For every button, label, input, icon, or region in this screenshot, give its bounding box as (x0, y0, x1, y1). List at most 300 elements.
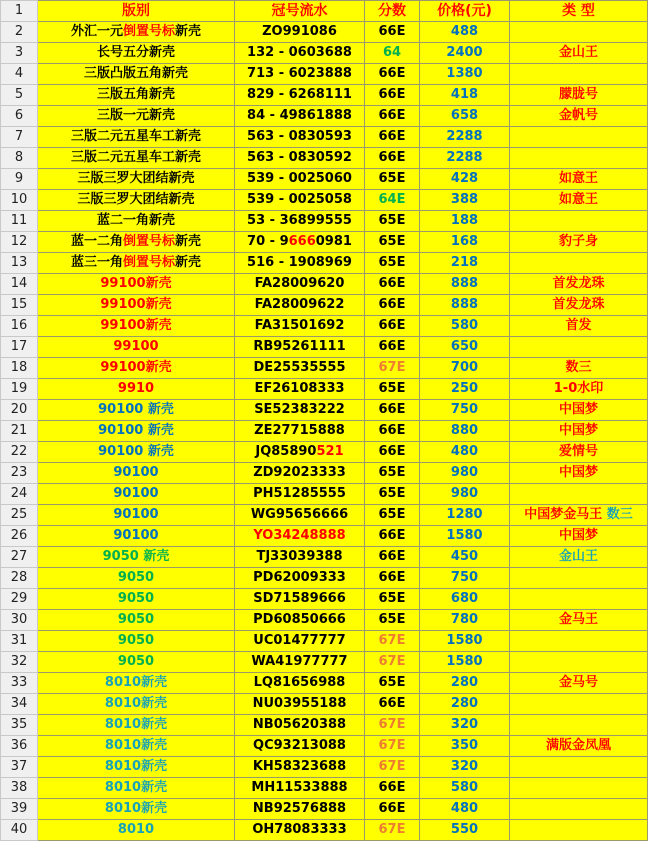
price-cell[interactable] (420, 526, 510, 547)
version-cell[interactable] (38, 43, 235, 64)
price-cell-text: 280 (450, 696, 479, 711)
version-cell[interactable] (38, 673, 235, 694)
price-cell[interactable] (420, 694, 510, 715)
price-cell-text: 980 (450, 465, 479, 480)
price-cell-text: 980 (450, 486, 479, 501)
serial-cell-text: QC93213088 (253, 738, 346, 753)
serial-cell[interactable] (235, 526, 365, 547)
price-cell[interactable] (420, 715, 510, 736)
version-cell-text: 90100 新壳 (98, 402, 174, 417)
price-cell[interactable] (420, 778, 510, 799)
row-number[interactable]: 22 (1, 442, 38, 463)
type-cell[interactable] (510, 316, 648, 337)
score-cell-text: 66E (378, 297, 406, 312)
price-cell[interactable] (420, 22, 510, 43)
type-cell[interactable] (510, 232, 648, 253)
version-cell[interactable] (38, 589, 235, 610)
score-cell[interactable] (365, 715, 420, 736)
version-cell[interactable] (38, 274, 235, 295)
row-number[interactable]: 21 (1, 421, 38, 442)
score-cell[interactable] (365, 778, 420, 799)
score-cell[interactable] (365, 442, 420, 463)
header-score[interactable]: 分数 (365, 1, 420, 22)
serial-cell-text: EF26108333 (254, 381, 345, 396)
table-row (1, 694, 648, 715)
price-cell[interactable] (420, 547, 510, 568)
type-cell[interactable] (510, 505, 648, 526)
score-cell[interactable] (365, 274, 420, 295)
type-cell[interactable] (510, 484, 648, 505)
price-cell[interactable] (420, 85, 510, 106)
type-cell[interactable] (510, 295, 648, 316)
type-cell[interactable] (510, 106, 648, 127)
type-cell[interactable] (510, 631, 648, 652)
row-number[interactable]: 32 (1, 652, 38, 673)
score-cell[interactable] (365, 190, 420, 211)
type-cell[interactable] (510, 652, 648, 673)
serial-cell[interactable] (235, 316, 365, 337)
serial-cell[interactable] (235, 631, 365, 652)
score-cell[interactable] (365, 820, 420, 841)
score-cell-text: 65E (378, 381, 406, 396)
serial-cell[interactable] (235, 169, 365, 190)
type-cell[interactable] (510, 127, 648, 148)
score-cell-text: 66E (378, 129, 406, 144)
version-cell[interactable] (38, 757, 235, 778)
score-cell[interactable] (365, 463, 420, 484)
version-cell[interactable] (38, 505, 235, 526)
price-cell[interactable] (420, 232, 510, 253)
price-cell[interactable] (420, 400, 510, 421)
version-cell[interactable] (38, 715, 235, 736)
serial-cell[interactable] (235, 757, 365, 778)
serial-cell[interactable] (235, 127, 365, 148)
serial-cell[interactable] (235, 232, 365, 253)
score-cell[interactable] (365, 736, 420, 757)
price-cell-text: 1280 (446, 507, 483, 522)
type-cell-text: 如意王 (558, 192, 598, 207)
version-cell-text: 蓝三一角 (70, 255, 123, 270)
score-cell[interactable] (365, 169, 420, 190)
row-number[interactable]: 18 (1, 358, 38, 379)
type-cell[interactable] (510, 421, 648, 442)
version-cell[interactable] (38, 463, 235, 484)
table-row (1, 379, 648, 400)
row-number[interactable]: 34 (1, 694, 38, 715)
price-cell[interactable] (420, 379, 510, 400)
price-cell[interactable] (420, 568, 510, 589)
row-number[interactable]: 35 (1, 715, 38, 736)
table-row (1, 526, 648, 547)
version-cell[interactable] (38, 64, 235, 85)
row-number[interactable]: 1 (1, 1, 38, 22)
price-cell[interactable] (420, 652, 510, 673)
type-cell[interactable] (510, 148, 648, 169)
serial-cell[interactable] (235, 274, 365, 295)
type-cell-text: 满版金凤凰 (545, 738, 611, 753)
version-cell[interactable] (38, 631, 235, 652)
row-number[interactable]: 20 (1, 400, 38, 421)
score-cell-text: 65E (378, 234, 406, 249)
type-cell[interactable] (510, 673, 648, 694)
price-cell[interactable] (420, 484, 510, 505)
price-cell[interactable] (420, 757, 510, 778)
serial-cell[interactable] (235, 820, 365, 841)
row-number[interactable]: 5 (1, 85, 38, 106)
version-cell[interactable] (38, 358, 235, 379)
score-cell-text: 66E (378, 24, 406, 39)
score-cell-text: 66E (378, 696, 406, 711)
serial-cell[interactable] (235, 295, 365, 316)
price-cell-text: 280 (450, 675, 479, 690)
type-cell[interactable] (510, 778, 648, 799)
score-cell[interactable] (365, 694, 420, 715)
score-cell[interactable] (365, 652, 420, 673)
row-number[interactable]: 13 (1, 253, 38, 274)
row-number[interactable]: 15 (1, 295, 38, 316)
version-cell[interactable] (38, 799, 235, 820)
version-cell[interactable] (38, 85, 235, 106)
row-number[interactable]: 2 (1, 22, 38, 43)
score-cell[interactable] (365, 421, 420, 442)
price-cell[interactable] (420, 673, 510, 694)
type-cell[interactable] (510, 337, 648, 358)
price-cell[interactable] (420, 253, 510, 274)
price-cell[interactable] (420, 421, 510, 442)
score-cell[interactable] (365, 547, 420, 568)
score-cell[interactable] (365, 610, 420, 631)
serial-cell-text: JQ85890 (255, 444, 317, 459)
row-number[interactable]: 40 (1, 820, 38, 841)
price-cell[interactable] (420, 505, 510, 526)
row-number[interactable]: 24 (1, 484, 38, 505)
serial-cell[interactable] (235, 589, 365, 610)
row-number[interactable]: 9 (1, 169, 38, 190)
serial-cell[interactable] (235, 421, 365, 442)
price-cell[interactable] (420, 589, 510, 610)
row-number[interactable]: 39 (1, 799, 38, 820)
row-number[interactable]: 7 (1, 127, 38, 148)
price-cell-text: 550 (450, 822, 479, 837)
version-cell[interactable] (38, 295, 235, 316)
type-cell[interactable] (510, 64, 648, 85)
table-row (1, 337, 648, 358)
row-number[interactable]: 26 (1, 526, 38, 547)
serial-cell[interactable] (235, 547, 365, 568)
type-cell[interactable] (510, 358, 648, 379)
price-cell[interactable] (420, 127, 510, 148)
type-cell[interactable] (510, 589, 648, 610)
score-cell[interactable] (365, 127, 420, 148)
row-number[interactable]: 19 (1, 379, 38, 400)
serial-cell[interactable] (235, 106, 365, 127)
version-cell[interactable] (38, 106, 235, 127)
table-row (1, 232, 648, 253)
score-cell[interactable] (365, 400, 420, 421)
type-cell[interactable] (510, 568, 648, 589)
score-cell[interactable] (365, 295, 420, 316)
version-cell[interactable] (38, 337, 235, 358)
type-cell[interactable] (510, 400, 648, 421)
table-row (1, 211, 648, 232)
price-cell[interactable] (420, 736, 510, 757)
serial-cell[interactable] (235, 463, 365, 484)
score-cell[interactable] (365, 232, 420, 253)
score-cell-text: 66E (378, 423, 406, 438)
price-cell[interactable] (420, 337, 510, 358)
serial-cell[interactable] (235, 337, 365, 358)
row-number[interactable]: 10 (1, 190, 38, 211)
score-cell-text: 66E (378, 549, 406, 564)
header-price[interactable]: 价格(元) (420, 1, 510, 22)
table-row (1, 22, 648, 43)
price-cell[interactable] (420, 295, 510, 316)
version-cell[interactable] (38, 190, 235, 211)
row-number[interactable]: 14 (1, 274, 38, 295)
price-cell-text: 480 (450, 444, 479, 459)
version-cell[interactable] (38, 22, 235, 43)
type-cell[interactable] (510, 610, 648, 631)
score-cell[interactable] (365, 148, 420, 169)
serial-cell[interactable] (235, 715, 365, 736)
serial-cell[interactable] (235, 43, 365, 64)
type-cell[interactable] (510, 799, 648, 820)
version-cell[interactable] (38, 778, 235, 799)
price-cell[interactable] (420, 442, 510, 463)
score-cell[interactable] (365, 505, 420, 526)
score-cell[interactable] (365, 316, 420, 337)
price-cell[interactable] (420, 106, 510, 127)
version-cell[interactable] (38, 694, 235, 715)
version-cell[interactable] (38, 400, 235, 421)
header-version[interactable]: 版别 (38, 1, 235, 22)
version-cell-text: 90100 新壳 (98, 423, 174, 438)
score-cell[interactable] (365, 799, 420, 820)
type-cell[interactable] (510, 85, 648, 106)
serial-cell[interactable] (235, 379, 365, 400)
version-cell[interactable] (38, 211, 235, 232)
serial-cell[interactable] (235, 190, 365, 211)
serial-cell[interactable] (235, 652, 365, 673)
price-cell[interactable] (420, 820, 510, 841)
score-cell-text: 66E (378, 318, 406, 333)
row-number[interactable]: 12 (1, 232, 38, 253)
score-cell[interactable] (365, 526, 420, 547)
row-number[interactable]: 6 (1, 106, 38, 127)
version-cell[interactable] (38, 568, 235, 589)
score-cell[interactable] (365, 22, 420, 43)
serial-cell[interactable] (235, 505, 365, 526)
version-cell[interactable] (38, 316, 235, 337)
row-number[interactable]: 4 (1, 64, 38, 85)
row-number[interactable]: 11 (1, 211, 38, 232)
price-cell[interactable] (420, 43, 510, 64)
price-cell-text: 2288 (446, 129, 483, 144)
version-cell[interactable] (38, 547, 235, 568)
type-cell[interactable] (510, 253, 648, 274)
score-cell[interactable] (365, 589, 420, 610)
row-number[interactable]: 27 (1, 547, 38, 568)
type-cell[interactable] (510, 211, 648, 232)
version-cell[interactable] (38, 736, 235, 757)
serial-cell[interactable] (235, 673, 365, 694)
price-cell-text: 1580 (446, 654, 483, 669)
price-cell[interactable] (420, 148, 510, 169)
version-cell[interactable] (38, 379, 235, 400)
score-cell-text: 67E (378, 822, 406, 837)
serial-cell[interactable] (235, 799, 365, 820)
price-cell[interactable] (420, 799, 510, 820)
type-cell[interactable] (510, 694, 648, 715)
version-cell-text: 8010新壳 (104, 780, 168, 795)
serial-cell[interactable] (235, 85, 365, 106)
version-cell-text: 三版三罗大团结新壳 (77, 192, 195, 207)
price-cell-text: 580 (450, 780, 479, 795)
score-cell[interactable] (365, 85, 420, 106)
type-cell[interactable] (510, 526, 648, 547)
price-cell[interactable] (420, 211, 510, 232)
price-cell[interactable] (420, 169, 510, 190)
type-cell[interactable] (510, 169, 648, 190)
serial-cell[interactable] (235, 442, 365, 463)
row-number[interactable]: 29 (1, 589, 38, 610)
score-cell-text: 65E (378, 213, 406, 228)
row-number[interactable]: 33 (1, 673, 38, 694)
row-number[interactable]: 38 (1, 778, 38, 799)
serial-cell[interactable] (235, 253, 365, 274)
table-row (1, 106, 648, 127)
serial-cell[interactable] (235, 22, 365, 43)
row-number[interactable]: 23 (1, 463, 38, 484)
score-cell[interactable] (365, 253, 420, 274)
row-number[interactable]: 16 (1, 316, 38, 337)
score-cell[interactable] (365, 673, 420, 694)
type-cell-text: 中国梦 (558, 528, 598, 543)
type-cell[interactable] (510, 736, 648, 757)
version-cell[interactable] (38, 232, 235, 253)
score-cell[interactable] (365, 64, 420, 85)
serial-cell[interactable] (235, 694, 365, 715)
version-cell-text: 99100新壳 (100, 360, 172, 375)
row-number[interactable]: 8 (1, 148, 38, 169)
price-cell[interactable] (420, 274, 510, 295)
price-cell-text: 188 (450, 213, 479, 228)
serial-cell[interactable] (235, 148, 365, 169)
score-cell[interactable] (365, 757, 420, 778)
row-number[interactable]: 3 (1, 43, 38, 64)
type-cell[interactable] (510, 379, 648, 400)
price-cell[interactable] (420, 358, 510, 379)
price-cell[interactable] (420, 316, 510, 337)
header-type[interactable]: 类 型 (510, 1, 648, 22)
score-cell[interactable] (365, 211, 420, 232)
serial-cell[interactable] (235, 484, 365, 505)
serial-cell[interactable] (235, 400, 365, 421)
serial-cell-text: WG95656666 (250, 507, 349, 522)
type-cell[interactable] (510, 715, 648, 736)
type-cell[interactable] (510, 274, 648, 295)
version-cell[interactable] (38, 421, 235, 442)
score-cell-text: 66E (378, 108, 406, 123)
serial-cell-text: RB95261111 (253, 339, 346, 354)
row-number[interactable]: 25 (1, 505, 38, 526)
score-cell[interactable] (365, 106, 420, 127)
version-cell[interactable] (38, 169, 235, 190)
table-row (1, 274, 648, 295)
score-cell[interactable] (365, 631, 420, 652)
version-cell[interactable] (38, 652, 235, 673)
price-cell[interactable] (420, 631, 510, 652)
serial-cell[interactable] (235, 358, 365, 379)
serial-cell-text: 0981 (315, 234, 352, 249)
version-cell[interactable] (38, 526, 235, 547)
serial-cell-text: 539 - 0025058 (247, 192, 352, 207)
type-cell[interactable] (510, 190, 648, 211)
type-cell-text: 金山王 (558, 549, 598, 564)
price-cell[interactable] (420, 64, 510, 85)
price-cell[interactable] (420, 190, 510, 211)
score-cell-text: 67E (378, 654, 406, 669)
version-cell[interactable] (38, 253, 235, 274)
type-cell[interactable] (510, 547, 648, 568)
version-cell-text: 8010新壳 (104, 675, 168, 690)
serial-cell[interactable] (235, 568, 365, 589)
price-cell[interactable] (420, 610, 510, 631)
score-cell-text: 65E (378, 486, 406, 501)
score-cell-text: 65E (378, 507, 406, 522)
score-cell[interactable] (365, 337, 420, 358)
table-row (1, 442, 648, 463)
type-cell[interactable] (510, 463, 648, 484)
row-number[interactable]: 30 (1, 610, 38, 631)
row-number[interactable]: 31 (1, 631, 38, 652)
serial-cell[interactable] (235, 211, 365, 232)
serial-cell[interactable] (235, 64, 365, 85)
version-cell-text: 三版凸版五角新壳 (83, 66, 188, 81)
score-cell-text: 65E (378, 612, 406, 627)
version-cell[interactable] (38, 820, 235, 841)
version-cell[interactable] (38, 484, 235, 505)
serial-cell[interactable] (235, 610, 365, 631)
price-cell[interactable] (420, 463, 510, 484)
version-cell[interactable] (38, 148, 235, 169)
serial-cell-text: YO34248888 (253, 528, 346, 543)
score-cell[interactable] (365, 484, 420, 505)
score-cell[interactable] (365, 358, 420, 379)
score-cell[interactable] (365, 43, 420, 64)
row-number[interactable]: 36 (1, 736, 38, 757)
version-cell-text: 9050 新壳 (102, 549, 170, 564)
version-cell[interactable] (38, 610, 235, 631)
price-cell-text: 1380 (446, 66, 483, 81)
header-serial[interactable]: 冠号流水 (235, 1, 365, 22)
row-number[interactable]: 17 (1, 337, 38, 358)
type-cell[interactable] (510, 43, 648, 64)
version-cell[interactable] (38, 442, 235, 463)
type-cell[interactable] (510, 22, 648, 43)
score-cell[interactable] (365, 568, 420, 589)
version-cell[interactable] (38, 127, 235, 148)
score-cell[interactable] (365, 379, 420, 400)
row-number[interactable]: 37 (1, 757, 38, 778)
type-cell[interactable] (510, 820, 648, 841)
row-number[interactable]: 28 (1, 568, 38, 589)
serial-cell[interactable] (235, 778, 365, 799)
type-cell[interactable] (510, 757, 648, 778)
type-cell[interactable] (510, 442, 648, 463)
type-cell-text: 中国梦 (558, 423, 598, 438)
serial-cell[interactable] (235, 736, 365, 757)
